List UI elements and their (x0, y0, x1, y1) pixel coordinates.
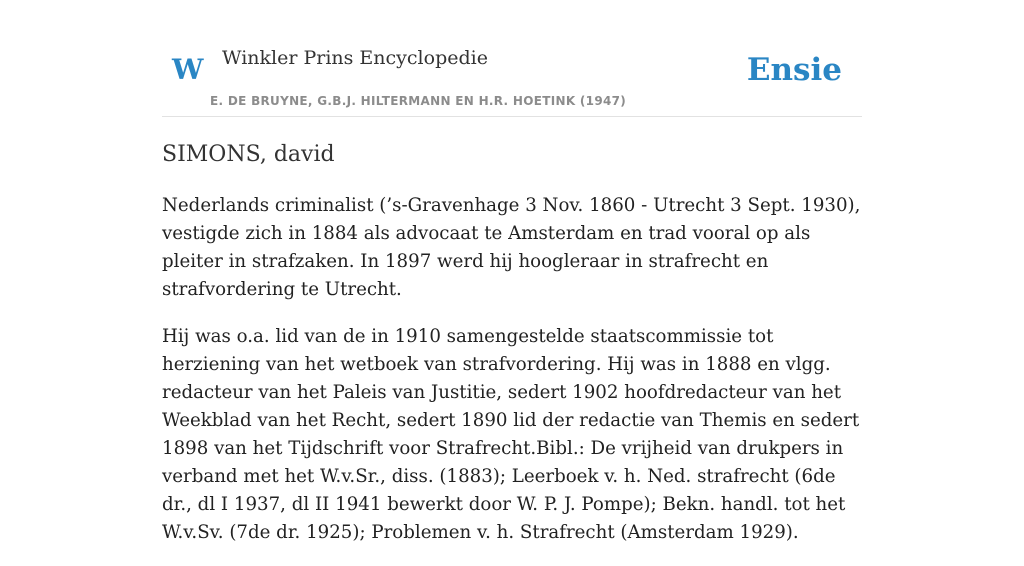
article-page (162, 0, 862, 543)
entry-paragraph: Hij was o.a. lid van de in 1910 samengestelde staatscommissie tot herziening van het wetboek van strafvordering. Hij was in 1888 en vlgg. redacteur van het Paleis van Justitie, sedert 1902 hoofdredacteur van het Weekblad van het Recht, sedert 1890 lid der redactie van Themis en sedert 1898 van het Tijdschrift voor Strafrecht.Bibl.: De vrijheid van drukpers in verband met het W.v.Sr., diss. (1883); Leerboek v. h. Ned. strafrecht (6de dr., dl I 1937, dl II 1941 bewerkt door W. P. J. Pompe); Bekn. handl. tot het W.v.Sv. (7de dr. 1925); Problemen v. h. Strafrecht (Amsterdam 1929). (162, 326, 860, 543)
encyclopedia-title[interactable]: Winkler Prins Encyclopedie (222, 47, 488, 69)
authors-line: E. DE BRUYNE, G.B.J. HILTERMANN EN H.R. HOETINK (1947) (210, 94, 627, 108)
ensie-logo[interactable]: Ensie (746, 52, 842, 88)
entry-title: SIMONS, david (162, 142, 335, 167)
encyclopedia-header (162, 0, 862, 117)
entry-paragraph: Nederlands criminalist (’s-Gravenhage 3 Nov. 1860 - Utrecht 3 Sept. 1930), vestigde zich in 1884 als advocaat te Amsterdam en trad vooral op als pleiter in strafzaken. In 1897 werd hij hoogleraar in strafrecht en strafvordering te Utrecht. (162, 195, 861, 300)
entry-body (162, 192, 862, 566)
winkler-prins-logo[interactable]: W (172, 53, 204, 86)
